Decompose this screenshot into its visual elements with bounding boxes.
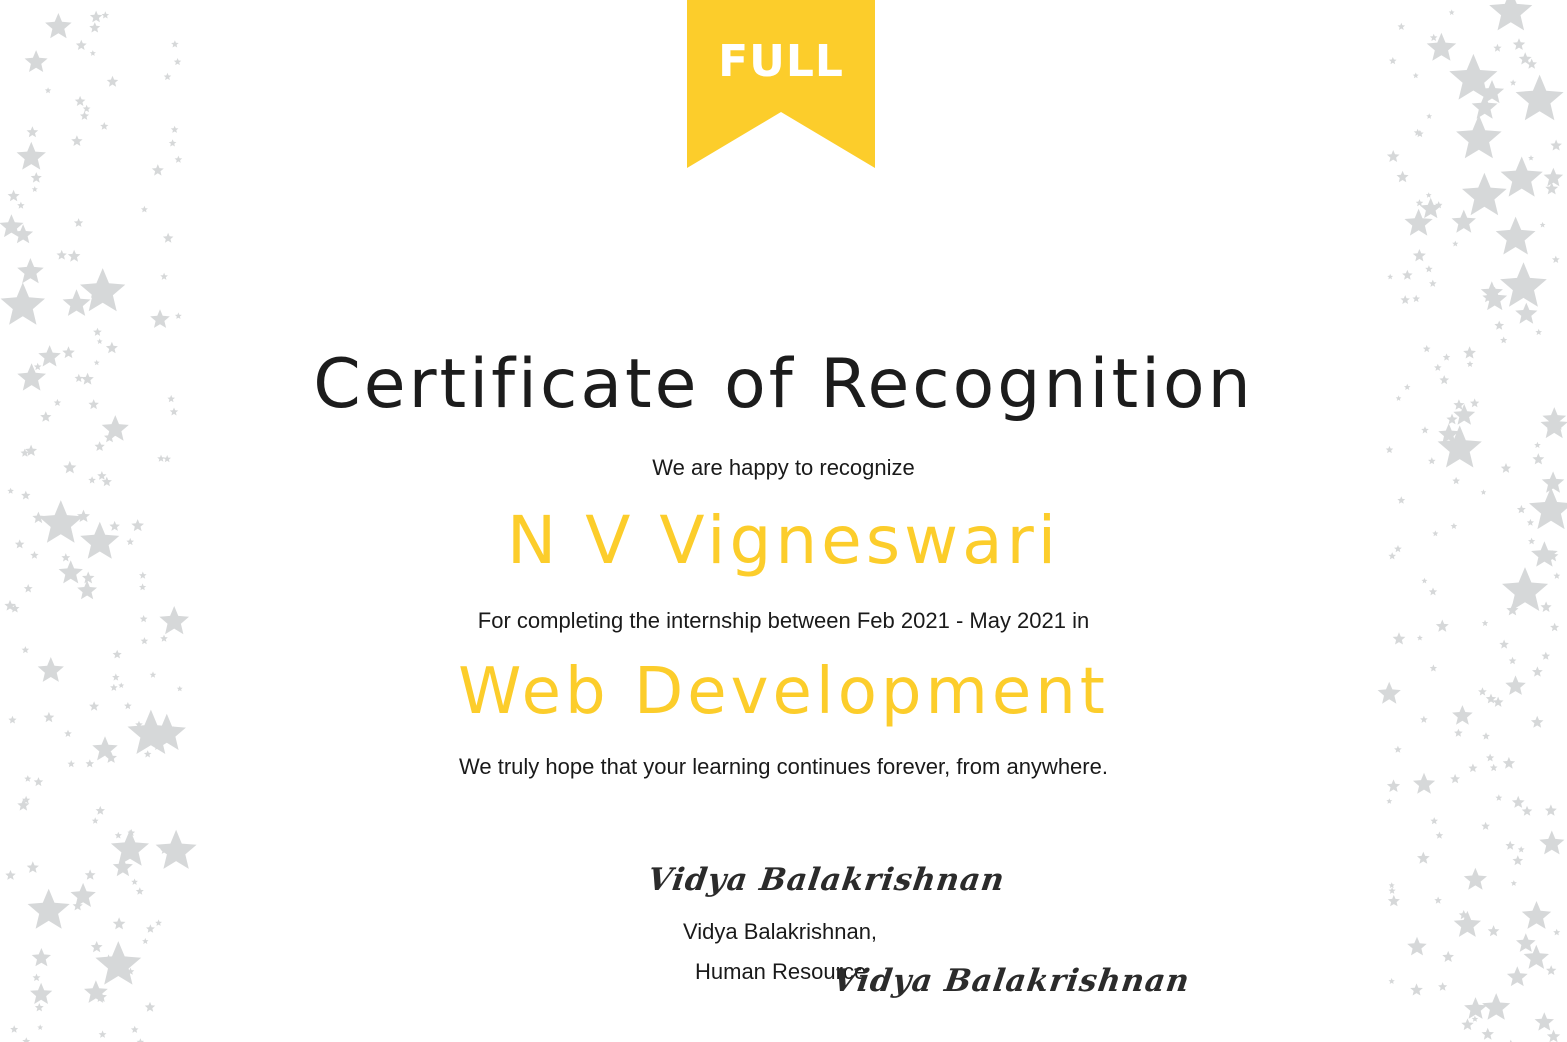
star-icon [93, 328, 102, 336]
star-icon [1413, 249, 1426, 261]
star-icon [171, 40, 179, 47]
star-icon [21, 491, 30, 500]
star-icon [76, 40, 87, 50]
star-icon [1442, 951, 1454, 962]
star-icon [137, 1038, 145, 1042]
star-icon [1387, 150, 1400, 162]
star-icon [1389, 57, 1397, 64]
star-icon [1429, 280, 1437, 287]
star-icon [17, 258, 44, 283]
star-icon [1425, 265, 1433, 272]
star-icon [1522, 901, 1551, 929]
star-icon [1512, 796, 1525, 808]
star-icon [24, 584, 33, 593]
star-icon [1461, 1018, 1473, 1030]
star-icon [1429, 588, 1437, 596]
star-icon [1522, 806, 1533, 816]
star-icon [131, 1026, 139, 1033]
star-icon [164, 73, 172, 80]
star-icon [1393, 632, 1406, 644]
star-icon [1500, 337, 1507, 344]
signatory-name: Vidya Balakrishnan, [683, 919, 878, 944]
star-icon [1505, 841, 1515, 850]
star-icon [163, 233, 174, 243]
star-icon [100, 122, 108, 130]
star-icon [75, 96, 86, 106]
star-icon [175, 156, 183, 163]
star-icon [171, 126, 179, 133]
star-icon [1513, 855, 1524, 865]
star-icon [1416, 199, 1424, 206]
star-icon [96, 806, 105, 815]
star-icon [95, 441, 105, 451]
star-icon [31, 172, 42, 183]
star-icon [1426, 113, 1432, 119]
star-icon [32, 948, 51, 966]
star-icon [1499, 640, 1509, 649]
star-icon [1454, 911, 1481, 937]
star-icon [1430, 34, 1438, 41]
star-icon [8, 190, 20, 201]
star-icon [1472, 1016, 1478, 1022]
star-icon [1495, 794, 1502, 801]
star-icon [1401, 295, 1410, 304]
star-icon [1386, 798, 1392, 804]
star-icon [89, 22, 100, 32]
star-icon [85, 869, 96, 879]
star-icon [1494, 321, 1504, 330]
star-icon [1500, 262, 1547, 306]
star-icon [155, 919, 162, 926]
star-icon [174, 58, 182, 65]
star-icon [1398, 23, 1406, 30]
star-icon [160, 273, 168, 280]
star-icon [63, 289, 91, 316]
star-icon [1510, 79, 1517, 85]
star-icon [1516, 75, 1564, 121]
star-icon [80, 111, 89, 120]
star-icon [131, 879, 138, 885]
star-icon [25, 50, 48, 72]
star-icon [1426, 192, 1432, 198]
star-icon [22, 1037, 30, 1042]
star-icon [115, 832, 122, 839]
star-icon [146, 924, 155, 932]
star-icon [99, 1030, 107, 1038]
star-icon [1, 283, 45, 325]
star-icon [5, 870, 15, 880]
star-icon [1456, 115, 1502, 158]
signature-overlap: Vidya Balakrishnan [830, 963, 1193, 999]
star-icon [1402, 270, 1413, 280]
star-icon [92, 817, 99, 824]
star-icon [1464, 997, 1487, 1019]
star-icon [17, 202, 24, 209]
star-icon [17, 142, 46, 170]
star-icon [1387, 274, 1393, 280]
star-icon [1386, 446, 1394, 453]
star-icon [1550, 140, 1562, 151]
star-icon [1436, 832, 1444, 839]
star-icon [1489, 0, 1532, 30]
star-icon [1511, 880, 1517, 886]
star-icon [35, 1003, 44, 1011]
star-icon [84, 980, 108, 1003]
star-icon [136, 887, 144, 895]
star-icon [91, 941, 103, 952]
star-icon [1454, 729, 1463, 737]
star-icon [45, 87, 51, 93]
star-icon [113, 917, 126, 929]
star-icon [102, 11, 110, 18]
star-icon [45, 13, 72, 38]
star-icon [1545, 804, 1557, 815]
star-icon [113, 857, 133, 876]
signatory-role: Human Resource [695, 959, 867, 984]
star-icon [68, 250, 81, 262]
star-icon [142, 938, 148, 944]
star-icon [1449, 9, 1455, 15]
star-icon [7, 488, 13, 494]
star-icon [77, 580, 97, 599]
signature: Vidya Balakrishnan [645, 862, 1008, 898]
star-icon [90, 50, 96, 56]
star-icon [64, 730, 72, 737]
star-icon [1540, 222, 1546, 228]
star-icon [74, 218, 83, 227]
star-icon [80, 268, 125, 311]
logo-ribbon [687, 0, 875, 170]
star-icon [1528, 155, 1534, 161]
star-icon [27, 861, 39, 873]
star-icon [33, 974, 41, 982]
star-icon [1481, 489, 1487, 495]
star-icon [160, 635, 168, 642]
star-icon [1413, 73, 1419, 79]
star-icon [1394, 746, 1402, 753]
star-icon [152, 164, 164, 176]
star-icon [1513, 38, 1525, 50]
closing-text: We truly hope that your learning continues forever, from anywhere. [459, 754, 1108, 779]
star-icon [1547, 1030, 1560, 1042]
star-icon [1438, 982, 1447, 991]
certificate-title: Certificate of Recognition [313, 345, 1254, 424]
star-icon [169, 139, 177, 146]
star-icon [1534, 442, 1541, 448]
star-icon [1389, 887, 1396, 894]
star-icon [1462, 173, 1507, 216]
star-icon [1518, 846, 1525, 852]
star-icon [10, 1025, 18, 1033]
star-icon [1420, 198, 1442, 218]
star-icon [1421, 426, 1429, 433]
star-icon [139, 583, 146, 590]
star-icon [1388, 895, 1400, 906]
star-icon [1434, 897, 1442, 904]
star-icon [1412, 295, 1420, 302]
star-icon [141, 206, 148, 213]
star-icon [1482, 732, 1490, 739]
star-icon [1417, 635, 1423, 641]
star-icon [1552, 256, 1560, 263]
star-icon [1397, 171, 1409, 183]
internship-period-text: For completing the internship between Feb 2021 - May 2021 in [477, 608, 1090, 633]
star-icon [32, 186, 38, 192]
star-icon [1544, 168, 1564, 187]
star-icon [1464, 868, 1487, 890]
star-icon [1407, 937, 1427, 956]
star-icon [1546, 965, 1556, 975]
star-icon [1493, 44, 1501, 52]
star-icon [1539, 831, 1564, 855]
star-icon [150, 309, 170, 328]
star-icon [30, 983, 52, 1004]
star-icon [1481, 822, 1490, 830]
star-icon [1507, 966, 1528, 986]
star-icon [95, 941, 141, 985]
star-icon [83, 105, 91, 112]
intro-text: We are happy to recognize [652, 455, 915, 480]
star-icon [107, 76, 118, 87]
star-icon [156, 830, 197, 869]
star-icon [71, 883, 96, 907]
star-icon [71, 135, 82, 146]
star-icon [1515, 303, 1537, 324]
star-icon [1387, 779, 1400, 792]
star-icon [57, 250, 67, 260]
star-icon [1482, 1028, 1495, 1040]
star-icon [175, 312, 182, 319]
star-icon [97, 338, 103, 344]
star-icon [37, 1024, 43, 1030]
star-icon [145, 1002, 155, 1012]
recipient-name: N V Vigneswari [506, 502, 1061, 579]
star-icon [1430, 817, 1438, 824]
star-icon [1535, 329, 1542, 335]
star-icon [1482, 993, 1510, 1020]
star-icon [1389, 978, 1395, 984]
star-icon [1496, 217, 1536, 255]
star-icon [22, 646, 30, 653]
star-icon [27, 126, 39, 137]
star-icon [1488, 925, 1500, 936]
star-icon [1410, 983, 1423, 995]
star-icon [141, 637, 149, 644]
star-icon [90, 11, 102, 23]
star-icon [28, 889, 70, 929]
star-icon [1417, 852, 1430, 864]
star-icon [1553, 929, 1560, 936]
logo-text: FULL [718, 36, 844, 87]
star-icon [1516, 933, 1536, 952]
star-icon [1501, 157, 1543, 197]
star-icon [1452, 241, 1458, 247]
star-icon [1535, 1012, 1554, 1030]
course-name: Web Development [458, 655, 1109, 729]
star-icon [1389, 882, 1395, 888]
